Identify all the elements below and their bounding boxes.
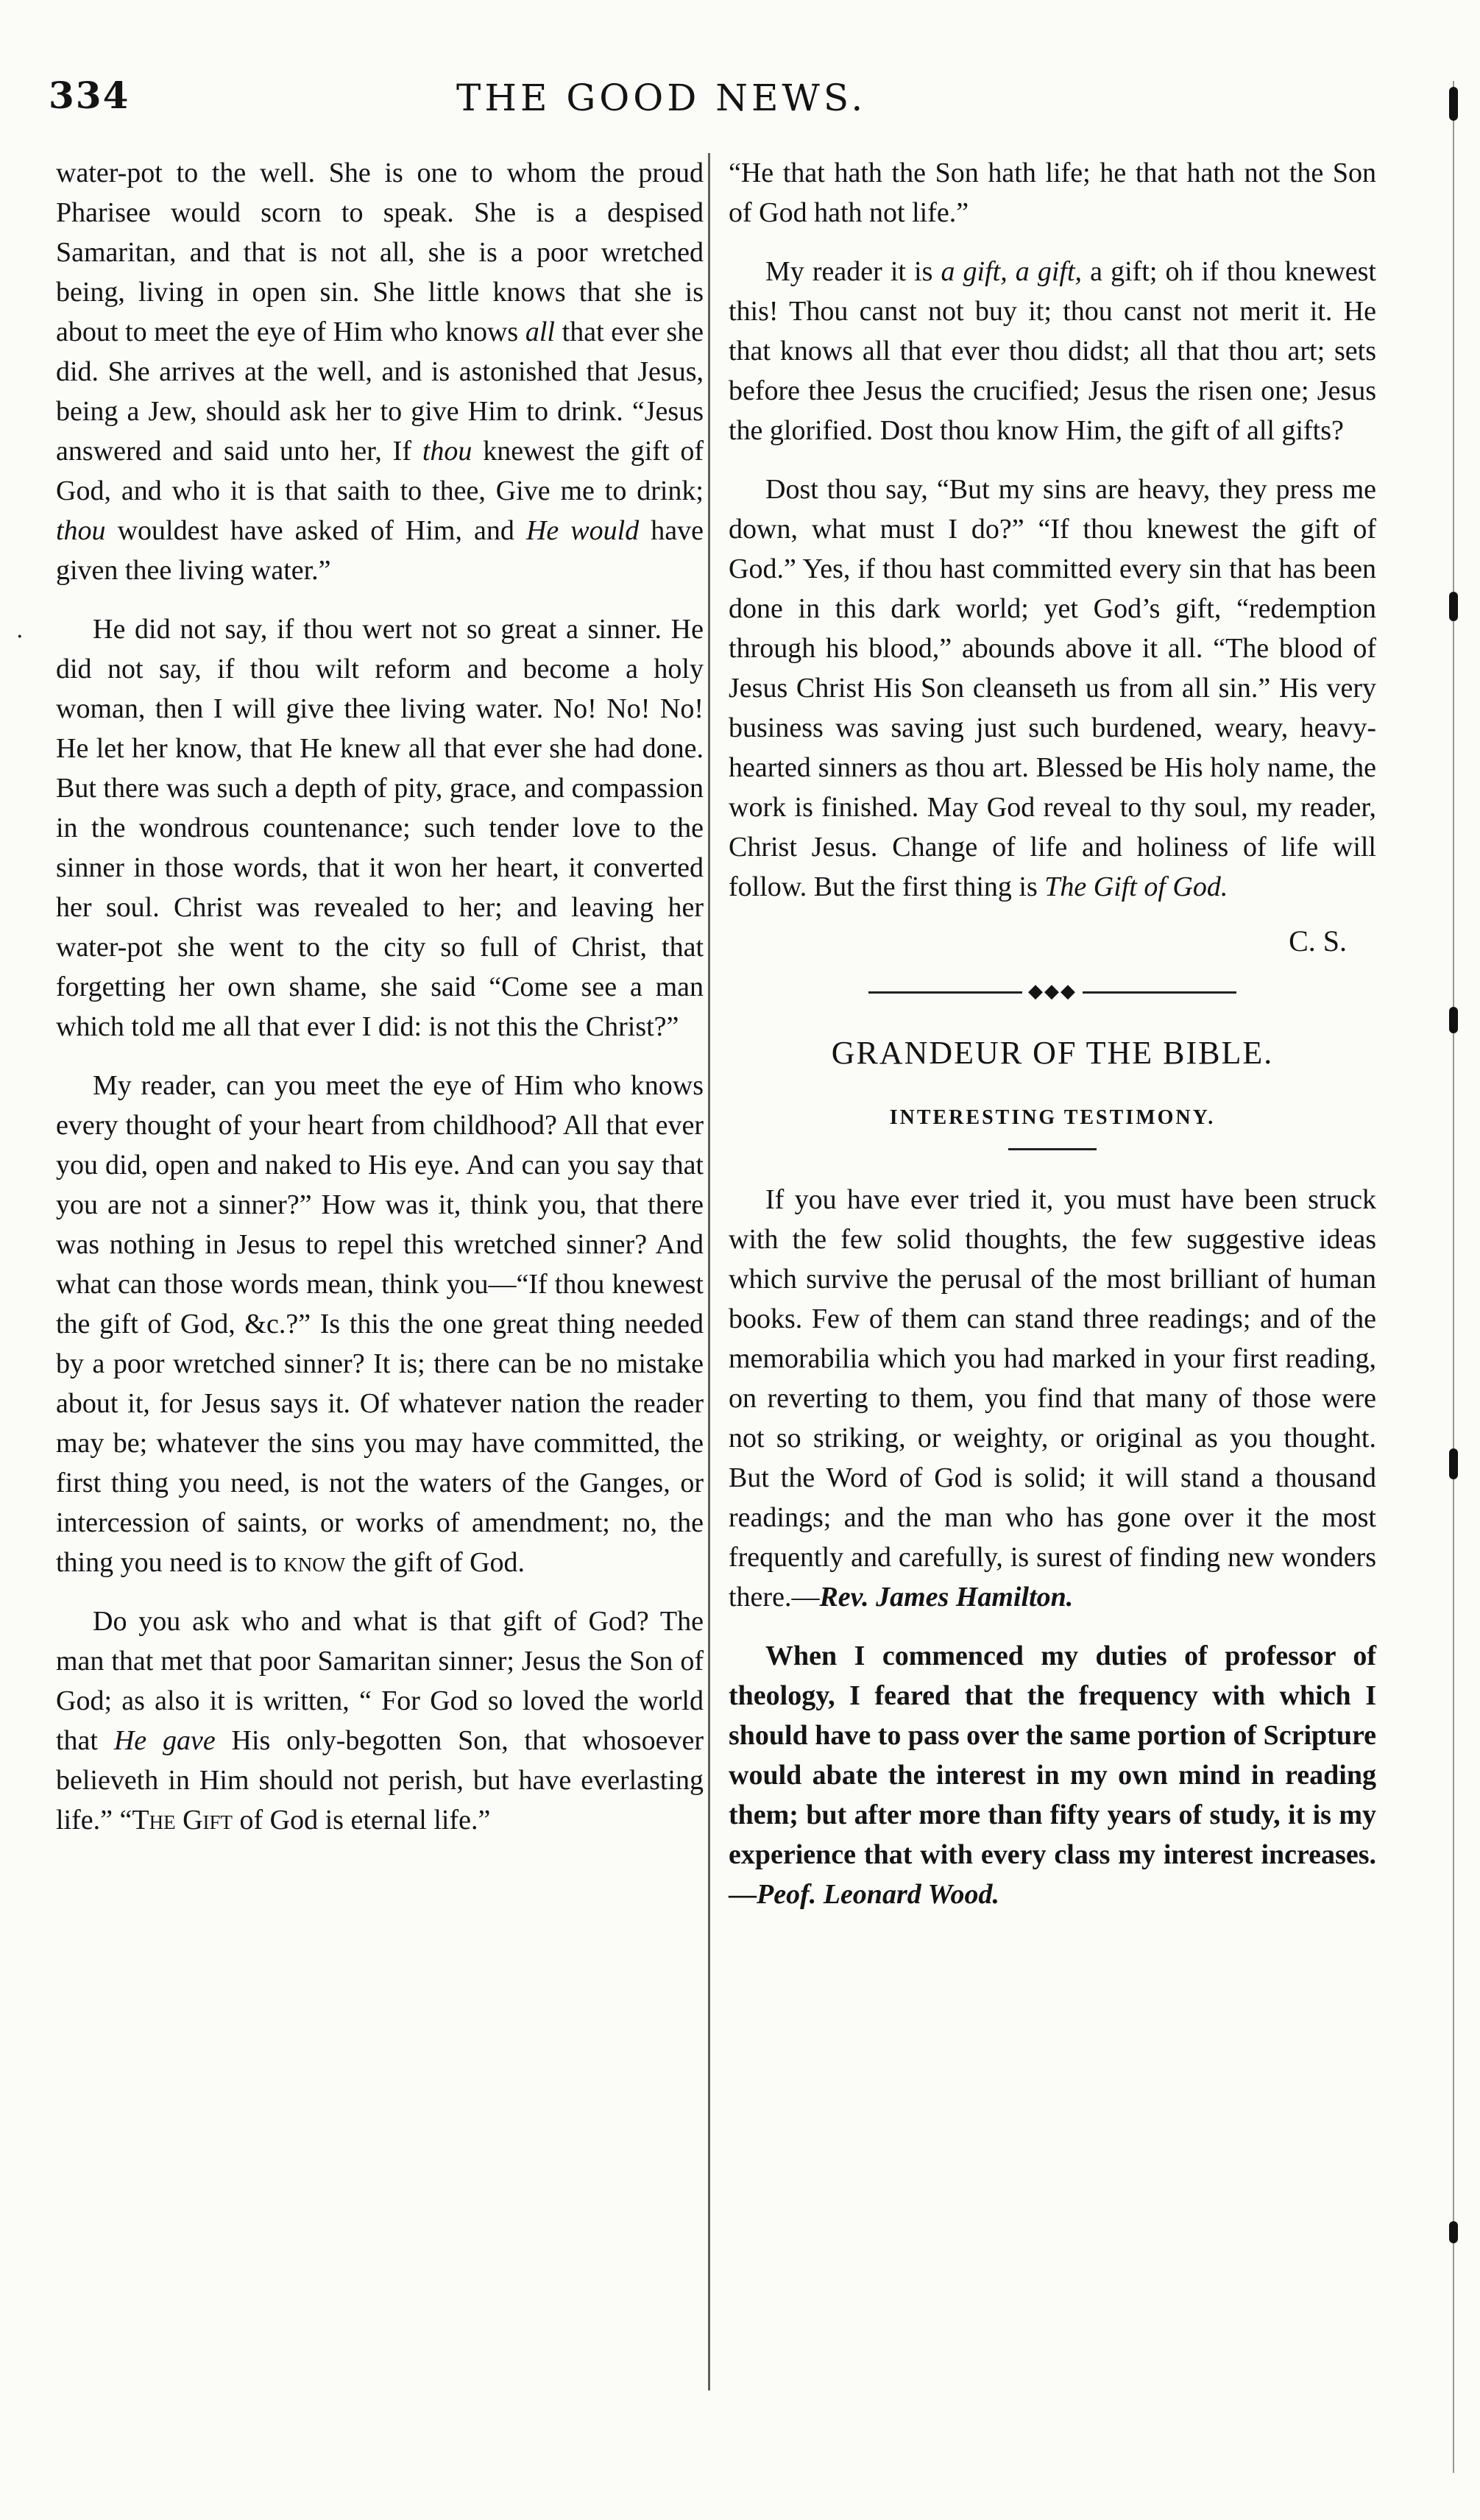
page-edge-mark — [1449, 1448, 1458, 1479]
text-run: of God is eternal life.” — [233, 1805, 491, 1836]
right-column-paragraphs — [729, 153, 1376, 907]
text-run: know — [283, 1547, 346, 1578]
page-number: 334 — [49, 74, 130, 117]
text-run: wouldest have asked of Him, and — [105, 515, 526, 546]
left-column — [56, 153, 704, 1859]
article-subtitle: INTERESTING TESTIMONY. — [889, 1106, 1216, 1129]
margin-speck: · — [16, 624, 24, 650]
text-run: The Gift — [132, 1805, 233, 1836]
text-run: When I commenced my duties of professor of theology, I feared that the frequency with which I should have to pass over the same portion of Scripture would abate the interest in my own mind in reading them; but after more than fifty years of study, it is my experience that with every class my interest increases.— — [729, 1641, 1377, 1910]
text-run: a gift; oh if thou knewest this! Thou canst not buy it; thou canst not merit it. He that knows all that ever thou didst; all that thou art; sets before thee Jesus the crucified; Jesus the risen one; Jesus the glorified. Dost thou know Him, the gift of all gifts? — [729, 256, 1376, 446]
text-run: the gift of God. — [345, 1547, 525, 1578]
text-run: a gift, a gift, — [941, 256, 1083, 287]
body-paragraph — [56, 1066, 704, 1582]
text-run: He did not say, if thou wert not so great a sinner. He did not say, if thou wilt reform and become a holy woman, then I will give thee living water. No! No! No! He let her know, that He knew all that ever she had done. But there was such a depth of pity, grace, and compassion in the wondrous countenance; such tender love to the sinner in those words, that it won her heart, it converted her soul. Christ was revealed to her; and leaving her water-pot she went to the city so full of Christ, that forgetting her own shame, she said “Come see a man which told me all that ever I did: is not this the Christ?” — [56, 614, 704, 1042]
text-run: thou — [422, 436, 472, 467]
page-edge-mark — [1449, 87, 1458, 121]
article-paragraphs — [729, 1180, 1376, 1914]
article-title: GRANDEUR OF THE BIBLE. — [831, 1035, 1274, 1071]
column-divider — [708, 153, 710, 2390]
running-title: THE GOOD NEWS. — [456, 77, 867, 119]
text-run: “He that hath the Son hath life; he that hath not the Son of God hath not life.” — [729, 158, 1376, 228]
body-paragraph — [56, 153, 704, 590]
text-run: The Gift of God. — [1044, 871, 1228, 902]
text-run: Rev. James Hamilton. — [819, 1582, 1074, 1613]
text-run: My reader, can you meet the eye of Him who knows every thought of your heart from childhood? All that ever you did, open and naked to His eye. And can you say that you are not a sinner?” How was it, think you, that there was nothing in Jesus to repel this wretched sinner? And what can those words mean, think you—“If thou knewest the gift of God, &c.?” Is this the one great thing needed by a poor wretched sinner? It is; there can be no mistake about it, for Jesus says it. Of whatever nation the reader may be; whatever the sins you may have committed, the first thing you need, is not the waters of the Ganges, or intercession of saints, or works of amendment; no, the thing you need is to — [56, 1070, 704, 1578]
text-run: water-pot to the well. She is one to whom the proud Pharisee would scorn to speak. She is a despised Samaritan, and that is not all, she is a poor wretched being, living in open sin. She little knows that she is about to meet the eye of Him who knows — [56, 158, 704, 347]
page-edge-mark — [1449, 2221, 1458, 2243]
page-header — [44, 74, 1413, 132]
text-run: knewest the gift of God, and who it is that saith to thee, Give me to drink; — [56, 436, 704, 506]
text-run: thou — [56, 515, 106, 546]
author-signature: C. S. — [1289, 924, 1347, 958]
divider-ornament: ◆◆◆ — [1022, 980, 1083, 1002]
body-paragraph — [729, 1180, 1376, 1617]
page-edge-mark — [1449, 592, 1458, 621]
text-run: have given thee living water.” — [56, 515, 704, 586]
text-run: His only-begotten Son, that whosoever believeth in Him should not perish, but have everlasting life.” “ — [56, 1725, 704, 1836]
text-run: He would — [525, 515, 640, 546]
page-edge-mark — [1449, 1007, 1458, 1033]
body-paragraph — [729, 1636, 1376, 1914]
body-paragraph — [729, 153, 1376, 233]
text-run: all — [525, 316, 555, 347]
text-run: If you have ever tried it, you must have been struck with the few solid thoughts, the few suggestive ideas which survive the perusal of the most brilliant of human books. Few of them can stand three readings; and of the memorabilia which you had marked in your first reading, on reverting to them, you find that many of those were not so striking, or weighty, or original as you thought. But the Word of God is solid; it will stand a thousand readings; and the man who has gone over it the most frequently and carefully, is surest of finding new wonders there.— — [729, 1184, 1376, 1613]
subtitle-rule — [1008, 1148, 1097, 1150]
page-edge-line — [1453, 81, 1454, 2473]
body-paragraph — [729, 252, 1376, 450]
right-column — [729, 153, 1376, 1933]
body-paragraph — [56, 1601, 704, 1840]
ornamental-divider — [729, 980, 1376, 1002]
text-run: He gave — [113, 1725, 216, 1756]
body-paragraph — [729, 470, 1376, 907]
text-run: that ever she did. She arrives at the well, and is astonished that Jesus, being a Jew, should ask her to give Him to drink. “Jesus answered and said unto her, If — [56, 316, 704, 467]
text-run: Do you ask who and what is that gift of God? The man that met that poor Samaritan sinner; Jesus the Son of God; as also it is written, “ For God so loved the world that — [56, 1606, 704, 1756]
text-run: Dost thou say, “But my sins are heavy, they press me down, what must I do?” “If thou knewest the gift of God.” Yes, if thou hast committed every sin that has been done in this dark world; yet God’s gift, “redemption through his blood,” abounds above it all. “The blood of Jesus Christ His Son cleanseth us from all sin.” His very business was saving just such burdened, weary, heavy-hearted sinners as thou art. Blessed be His holy name, the work is finished. May God reveal to thy soul, my reader, Christ Jesus. Change of life and holiness of life will follow. But the first thing is — [729, 474, 1376, 902]
text-run: Peof. Leonard Wood. — [757, 1879, 1000, 1910]
body-paragraph — [56, 609, 704, 1047]
text-run: My reader it is — [765, 256, 941, 287]
